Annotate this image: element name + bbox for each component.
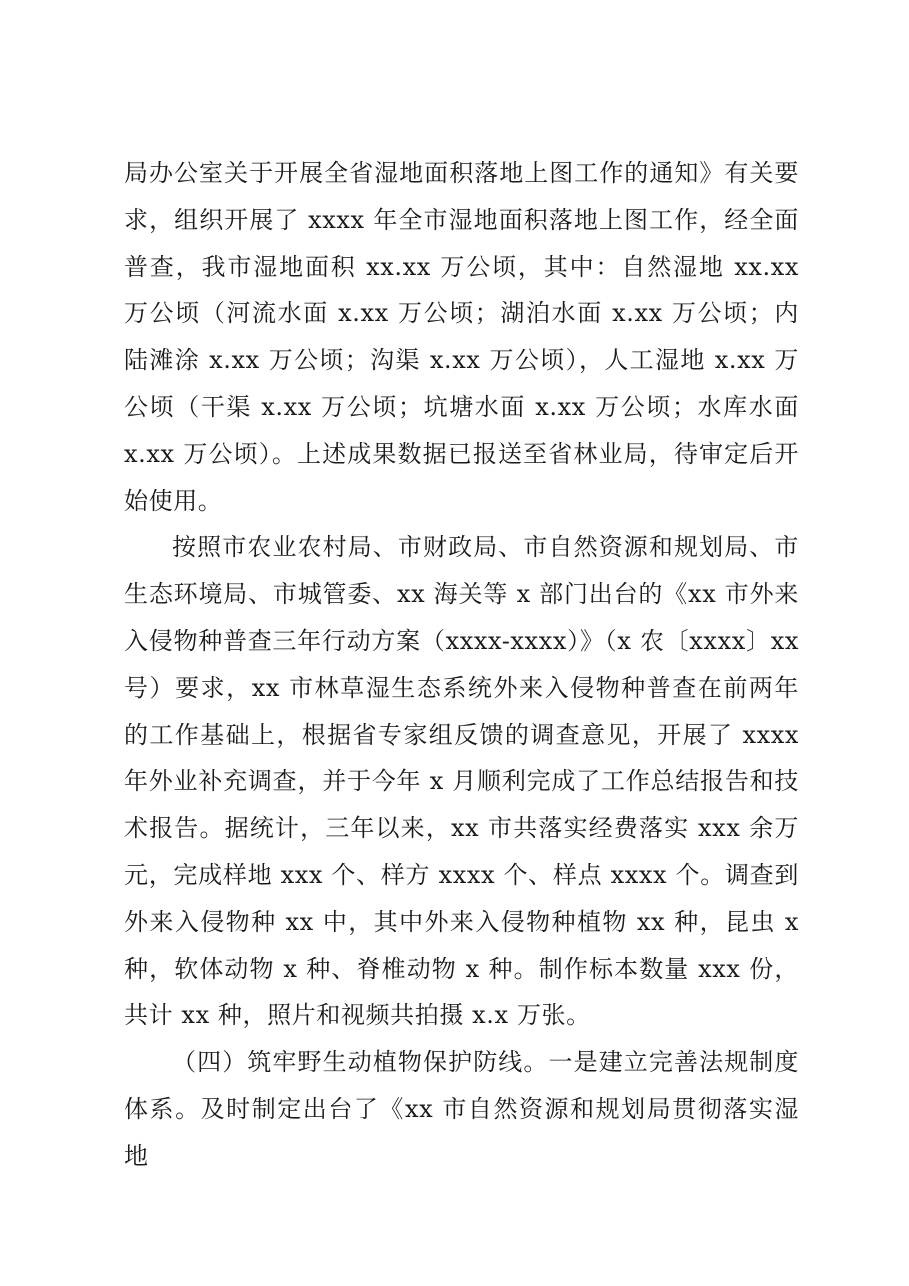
document-body [124, 150, 799, 1180]
paragraph-wetland-area: 局办公室关于开展全省湿地面积落地上图工作的通知》有关要求，组织开展了 xxxx 年全市湿地面积落地上图工作，经全面普查，我市湿地面积 xx.xx 万公顷，其中：自然湿地 xx.xx 万公顷（河流水面 x.xx 万公顷；湖泊水面 x.xx 万公顷；内陆滩涂 x.xx 万公顷；沟渠 x.xx 万公顷），人工湿地 x.xx 万公顷（干渠 x.xx 万公顷；坑塘水面 x.xx 万公顷；水库水面 x.xx 万公顷）。上述成果数据已报送至省林业局，待审定后开始使用。 [124, 159, 799, 515]
paragraph-invasive-species-survey: 按照市农业农村局、市财政局、市自然资源和规划局、市生态环境局、市城管委、xx 海关等 x 部门出台的《xx 市外来入侵物种普查三年行动方案（xxxx-xxxx）》（x 农〔xxxx〕xx 号）要求，xx 市林草湿生态系统外来入侵物种普查在前两年的工作基础上，根据省专家组反馈的调查意见，开展了 xxxx 年外业补充调查，并于今年 x 月顺利完成了工作总结报告和技术报告。据统计，三年以来，xx 市共落实经费落实 xxx 余万元，完成样地 xxx 个、样方 xxxx 个、样点 xxxx 个。调查到外来入侵物种 xx 中，其中外来入侵物种植物 xx 种，昆虫 x 种，软体动物 x 种、脊椎动物 x 种。制作标本数量 xxx 份，共计 xx 种，照片和视频共拍摄 x.x 万张。 [124, 533, 799, 1030]
paragraph-wildlife-protection: （四）筑牢野生动植物保护防线。一是建立完善法规制度体系。及时制定出台了《xx 市自然资源和规划局贯彻落实湿地 [124, 1048, 799, 1170]
